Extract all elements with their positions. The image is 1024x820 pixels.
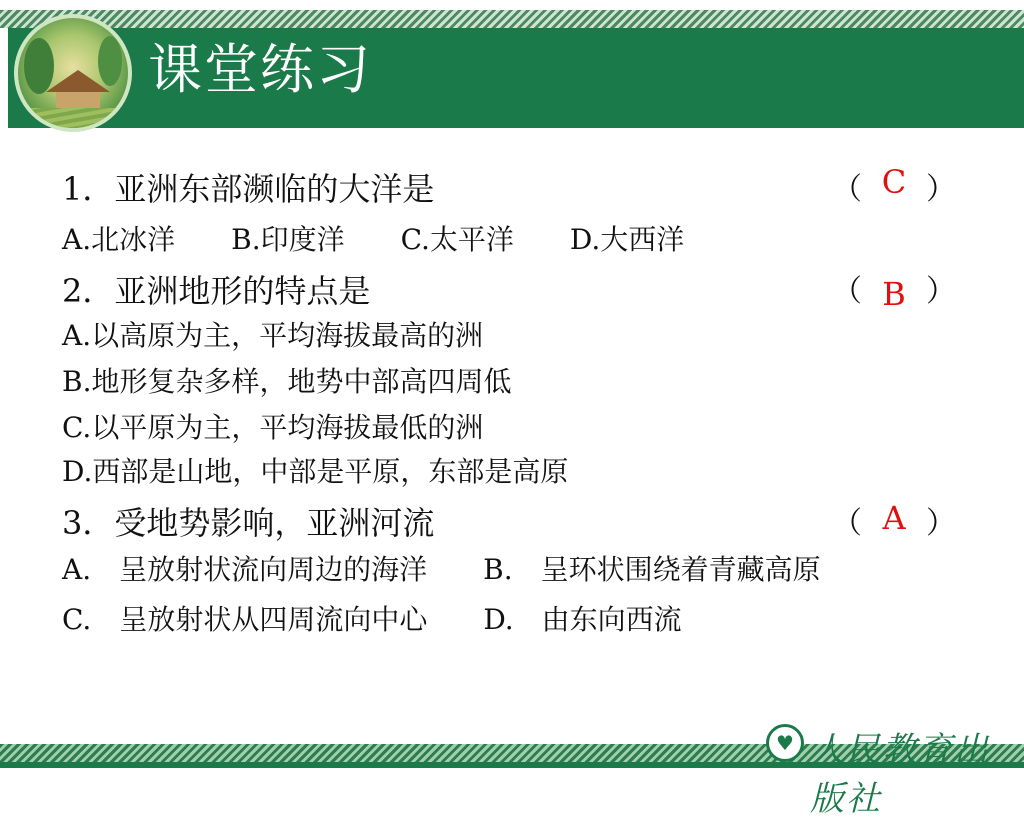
question-3-options-line-2: C. 呈放射状从四周流向中心 D. 由东向西流 <box>62 603 682 636</box>
publisher-logo-icon: ♥ <box>766 724 804 762</box>
question-2-option-a: A.以高原为主，平均海拔最高的洲 <box>62 319 484 352</box>
question-2-answer-box: （ B ） <box>832 274 956 313</box>
question-1-answer: C <box>881 163 907 201</box>
question-1-text: 1．亚洲东部濒临的大洋是 <box>62 170 435 208</box>
question-2-option-b: B.地形复杂多样，地势中部高四周低 <box>62 365 512 398</box>
publisher-name: 人民教育出版社 <box>810 730 990 819</box>
question-3-text: 3．受地势影响，亚洲河流 <box>62 504 435 542</box>
question-3-options-line-1: A. 呈放射状流向周边的海洋 B. 呈环状围绕着青藏高原 <box>62 553 821 586</box>
question-1-answer-box: （ C ） <box>832 163 956 207</box>
question-2-text: 2．亚洲地形的特点是 <box>62 272 371 310</box>
header-landscape-logo-icon <box>14 14 132 132</box>
question-1-options: A.北冰洋 B.印度洋 C.太平洋 D.大西洋 <box>62 223 685 256</box>
question-3-answer: A <box>882 499 906 537</box>
question-2-option-c: C.以平原为主，平均海拔最低的洲 <box>62 411 484 444</box>
question-2-option-d: D.西部是山地，中部是平原，东部是高原 <box>62 455 569 488</box>
question-3-answer-box: （ A ） <box>832 499 956 541</box>
question-2-answer: B <box>882 275 906 313</box>
page-title: 课堂练习 <box>148 38 372 101</box>
top-stripe <box>0 10 1024 28</box>
